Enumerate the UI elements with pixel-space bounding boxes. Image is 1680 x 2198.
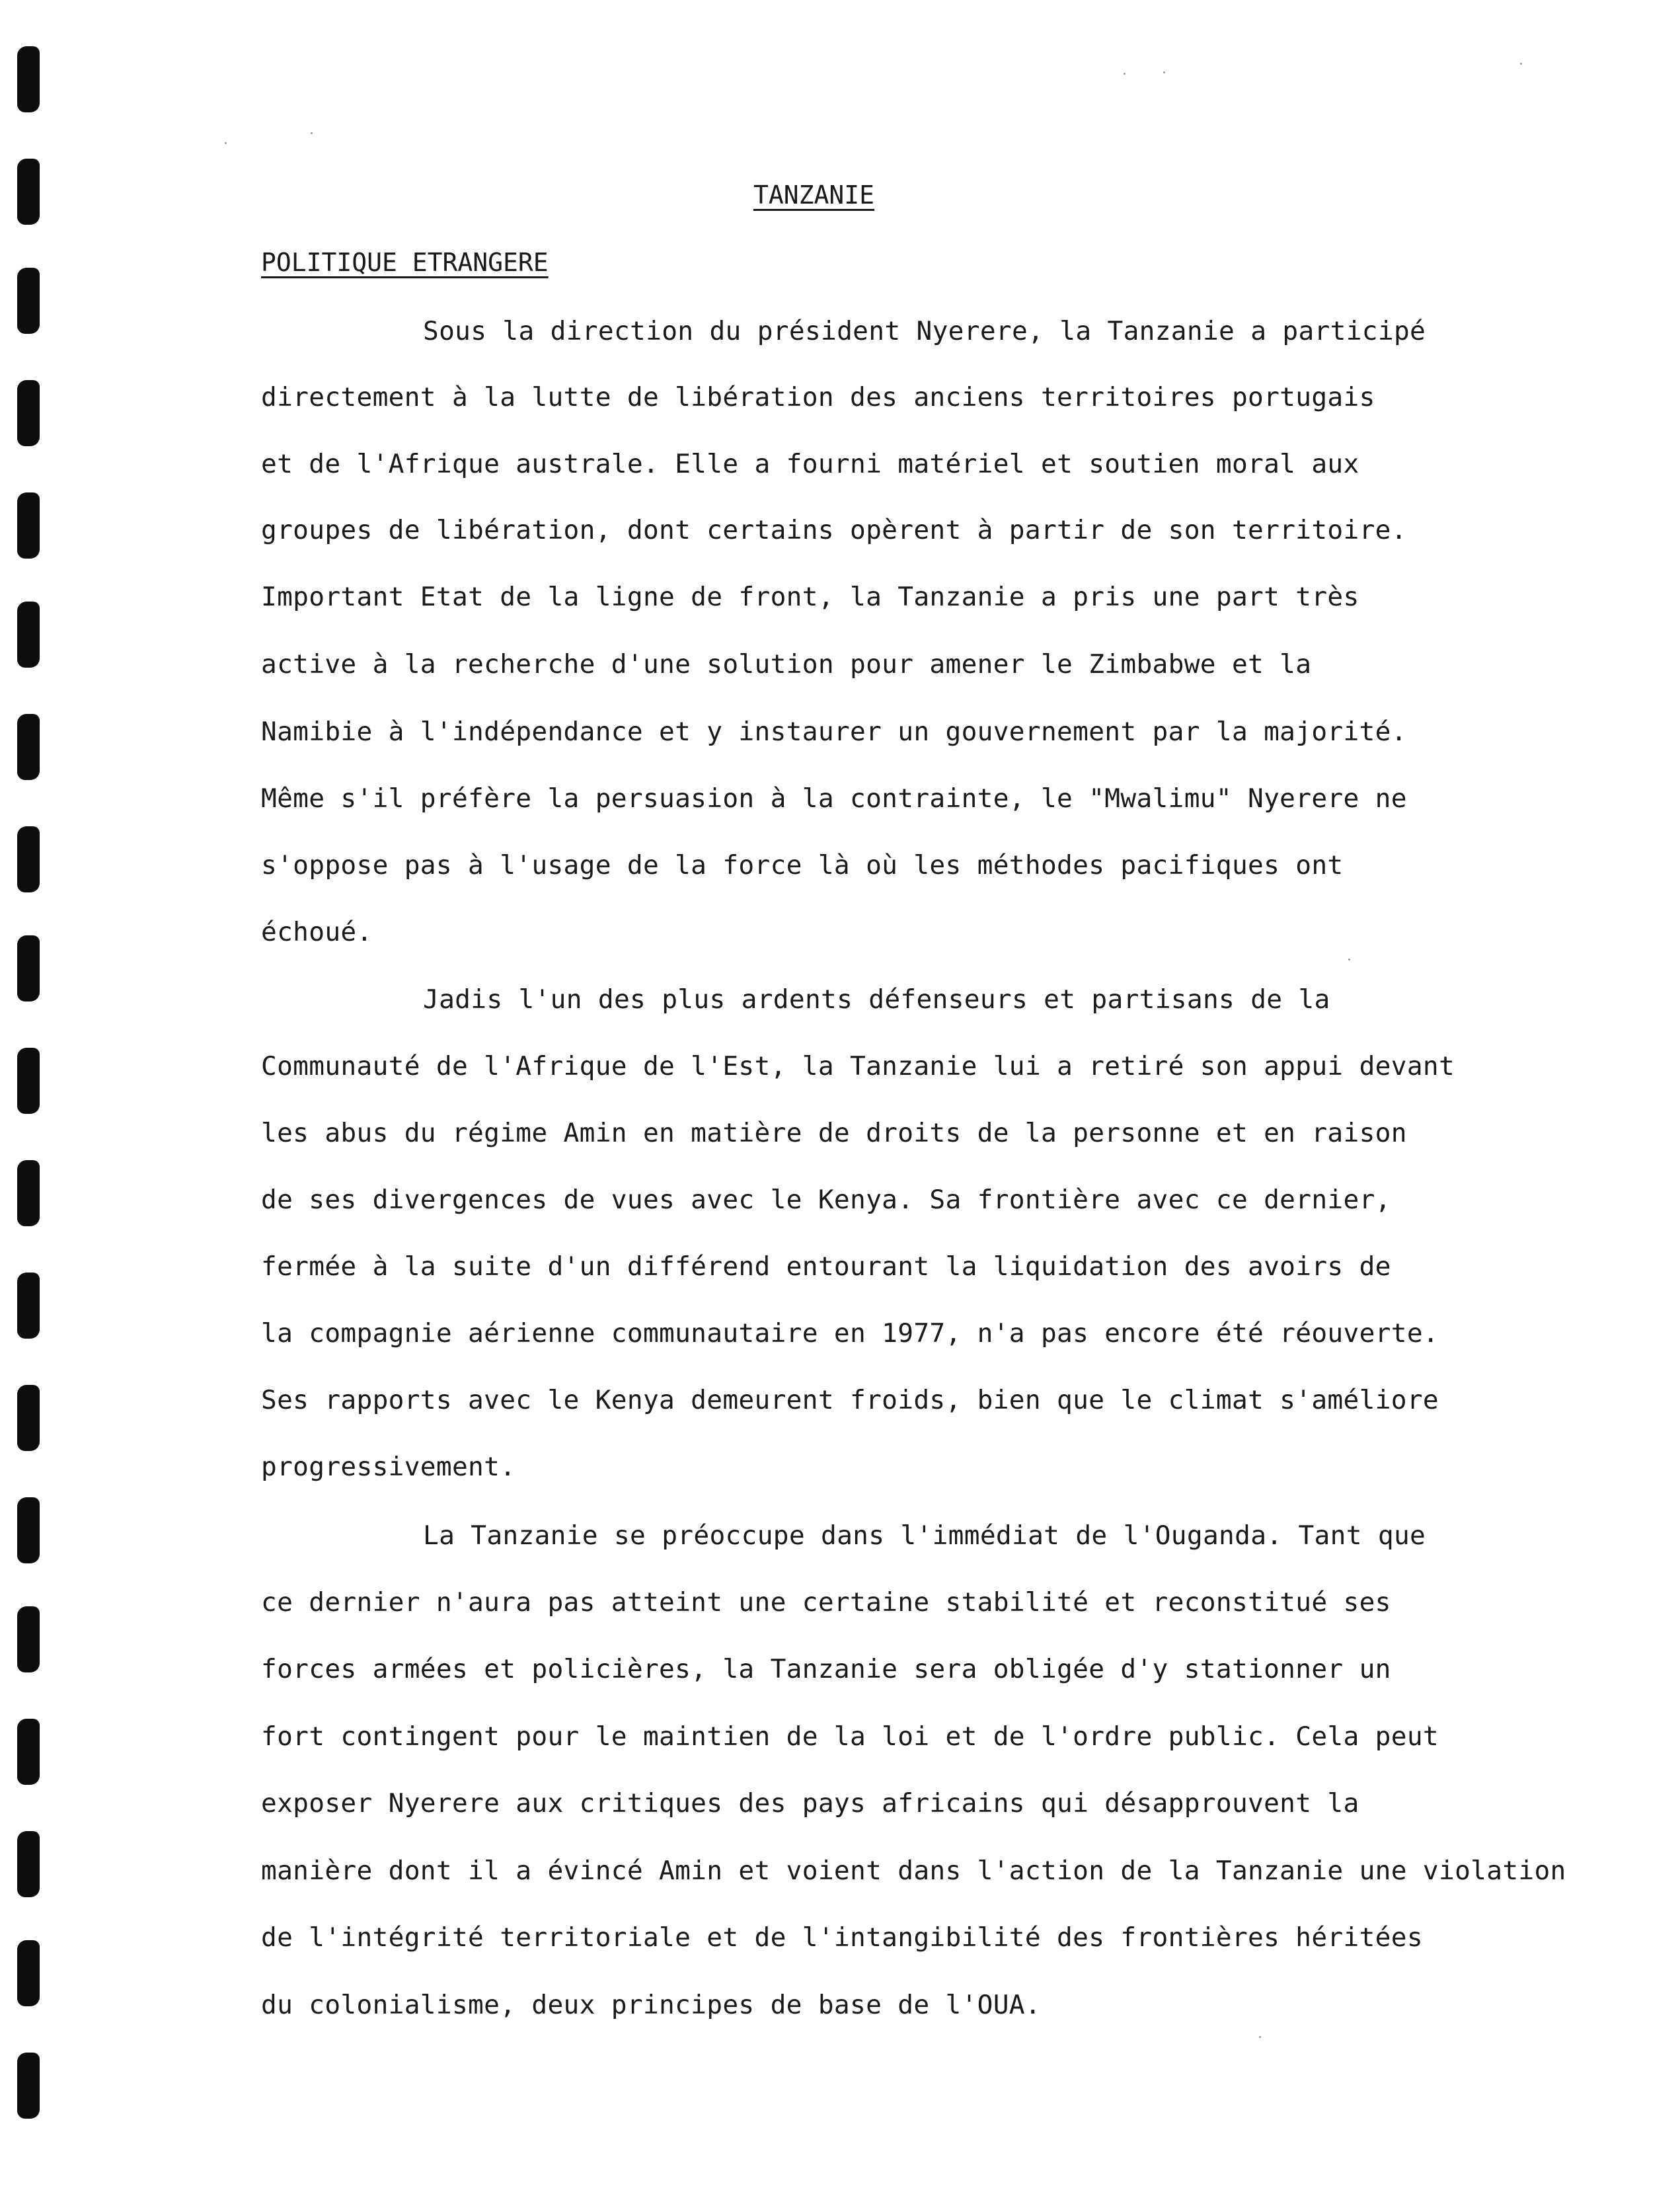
text-line: Important Etat de la ligne de front, la Tanzanie a pris une part très — [261, 582, 1359, 612]
scan-speck — [1163, 71, 1165, 73]
punch-hole — [17, 1160, 40, 1226]
punch-hole — [17, 159, 40, 225]
text-line: Ses rapports avec le Kenya demeurent froids, bien que le climat s'améliore — [261, 1385, 1439, 1415]
text-line: groupes de libération, dont certains opèrent à partir de son territoire. — [261, 515, 1407, 545]
punch-hole — [17, 602, 40, 668]
text-line: de ses divergences de vues avec le Kenya. Sa frontière avec ce dernier, — [261, 1185, 1391, 1215]
punch-hole — [17, 380, 40, 446]
scan-speck — [1259, 2036, 1261, 2038]
page-title: TANZANIE — [753, 180, 875, 210]
text-line: La Tanzanie se préoccupe dans l'immédiat de l'Ouganda. Tant que — [423, 1520, 1426, 1551]
binding-holes — [12, 0, 52, 2198]
text-line: directement à la lutte de libération des anciens territoires portugais — [261, 382, 1375, 412]
text-line: fermée à la suite d'un différend entourant la liquidation des avoirs de — [261, 1251, 1391, 1282]
text-line: les abus du régime Amin en matière de droits de la personne et en raison — [261, 1118, 1407, 1148]
punch-hole — [17, 714, 40, 780]
text-line: du colonialisme, deux principes de base de l'OUA. — [261, 1990, 1041, 2020]
punch-hole — [17, 1385, 40, 1451]
text-line: s'oppose pas à l'usage de la force là où les méthodes pacifiques ont — [261, 850, 1344, 881]
punch-hole — [17, 935, 40, 1001]
punch-hole — [17, 46, 40, 112]
punch-hole — [17, 1048, 40, 1114]
text-line: Jadis l'un des plus ardents défenseurs et partisans de la — [423, 984, 1330, 1015]
punch-hole — [17, 1606, 40, 1672]
text-line: et de l'Afrique australe. Elle a fourni matériel et soutien moral aux — [261, 449, 1359, 479]
text-line: ce dernier n'aura pas atteint une certaine stabilité et reconstitué ses — [261, 1587, 1391, 1618]
text-line: manière dont il a évincé Amin et voient dans l'action de la Tanzanie une violation — [261, 1856, 1566, 1886]
text-line: Namibie à l'indépendance et y instaurer un gouvernement par la majorité. — [261, 717, 1407, 747]
text-line: échoué. — [261, 917, 373, 947]
punch-hole — [17, 1273, 40, 1339]
text-line: Même s'il préfère la persuasion à la contrainte, le "Mwalimu" Nyerere ne — [261, 783, 1407, 814]
text-line: la compagnie aérienne communautaire en 1977, n'a pas encore été réouverte. — [261, 1318, 1439, 1349]
punch-hole — [17, 1497, 40, 1563]
text-line: forces armées et policières, la Tanzanie sera obligée d'y stationner un — [261, 1654, 1391, 1684]
scan-speck — [1520, 63, 1522, 65]
punch-hole — [17, 826, 40, 892]
punch-hole — [17, 2053, 40, 2119]
text-line: de l'intégrité territoriale et de l'intangibilité des frontières héritées — [261, 1922, 1423, 1953]
text-line: active à la recherche d'une solution pour amener le Zimbabwe et la — [261, 649, 1312, 680]
text-line: Sous la direction du président Nyerere, la Tanzanie a participé — [423, 316, 1426, 346]
punch-hole — [17, 1831, 40, 1897]
text-line: exposer Nyerere aux critiques des pays africains qui désapprouvent la — [261, 1788, 1359, 1819]
punch-hole — [17, 492, 40, 559]
punch-hole — [17, 1719, 40, 1785]
text-line: progressivement. — [261, 1452, 516, 1482]
text-line: fort contingent pour le maintien de la loi et de l'ordre public. Cela peut — [261, 1721, 1439, 1752]
text-line: Communauté de l'Afrique de l'Est, la Tanzanie lui a retiré son appui devant — [261, 1051, 1455, 1081]
scan-speck — [225, 142, 227, 144]
scan-speck — [1124, 73, 1126, 75]
scan-speck — [311, 132, 313, 134]
section-heading: POLITIQUE ETRANGERE — [261, 248, 549, 277]
punch-hole — [17, 1940, 40, 2006]
scan-speck — [1348, 959, 1350, 961]
punch-hole — [17, 268, 40, 334]
